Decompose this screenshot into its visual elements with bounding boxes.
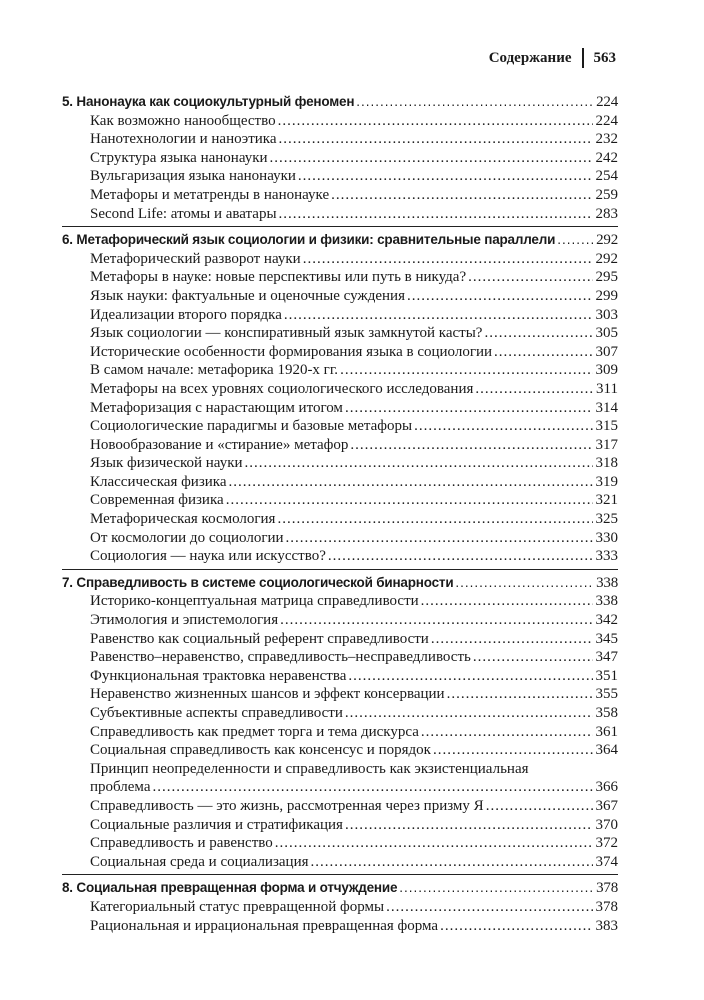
- subsection-entry-page: 378: [595, 898, 618, 915]
- subsection-entry-page: 372: [595, 835, 618, 852]
- subsection-entry-title: Как возможно нанообщество: [90, 112, 276, 129]
- dot-leader: [414, 417, 592, 436]
- toc-section: [62, 93, 618, 227]
- subsection-entry: [62, 816, 618, 835]
- header-separator: [582, 48, 584, 68]
- subsection-entry-page: 370: [595, 816, 618, 833]
- subsection-entry-title: Исторические особенности формирования языка в социологии: [90, 343, 493, 360]
- dot-leader: [279, 205, 593, 224]
- dot-leader: [348, 667, 592, 686]
- dot-leader: [270, 149, 593, 168]
- subsection-entry-title: Справедливость и равенство: [90, 835, 273, 852]
- subsection-entry: [62, 510, 618, 529]
- subsection-entry-title: Справедливость как предмет торга и тема дискурса: [90, 723, 419, 740]
- subsection-entry-page: 303: [595, 306, 618, 323]
- subsection-entry: [62, 529, 618, 548]
- chapter-entry: [62, 231, 618, 250]
- subsection-entry-page: 338: [595, 593, 618, 610]
- dot-leader: [494, 343, 592, 362]
- subsection-entry-line1: Принцип неопределенности и справедливость как экзистенциальная: [90, 760, 529, 777]
- dot-leader: [245, 454, 593, 473]
- subsection-entry: [62, 306, 618, 325]
- subsection-entry: [62, 130, 618, 149]
- subsection-entry: [62, 186, 618, 205]
- dot-leader: [447, 685, 593, 704]
- toc-section: [62, 574, 618, 876]
- subsection-entry: [62, 778, 618, 797]
- subsection-entry-page: 232: [595, 131, 618, 148]
- subsection-entry-page: 224: [595, 112, 618, 129]
- running-header-title: Содержание: [488, 49, 572, 66]
- subsection-entry: [62, 380, 618, 399]
- subsection-entry-title: Новообразование и «стирание» метафор: [90, 436, 349, 453]
- subsection-entry: [62, 205, 618, 224]
- subsection-entry-title: Язык науки: фактуальные и оценочные суждения: [90, 287, 405, 304]
- subsection-entry-page: 342: [595, 612, 618, 629]
- subsection-entry-title: Метафорическая космология: [90, 511, 276, 528]
- dot-leader: [278, 112, 593, 131]
- dot-leader: [152, 778, 592, 797]
- table-of-contents: [62, 93, 618, 942]
- subsection-entry-page: 364: [595, 742, 618, 759]
- subsection-entry-title: Метафоры на всех уровнях социологического исследования: [90, 380, 474, 397]
- subsection-entry: [62, 361, 618, 380]
- subsection-entry-page: 383: [595, 917, 618, 934]
- dot-leader: [328, 547, 593, 566]
- subsection-entry-title: Историко-концептуальная матрица справедливости: [90, 593, 419, 610]
- subsection-entry-page: 295: [595, 269, 618, 286]
- subsection-entry-page: 254: [595, 168, 618, 185]
- subsection-entry-title: Социальная среда и социализация: [90, 853, 309, 870]
- dot-leader: [486, 797, 593, 816]
- dot-leader: [277, 510, 592, 529]
- subsection-entry-title: Метафорический разворот науки: [90, 250, 301, 267]
- chapter-entry-page: 338: [596, 574, 618, 591]
- dot-leader: [433, 741, 593, 760]
- dot-leader: [475, 380, 593, 399]
- subsection-entry-title: Категориальный статус превращенной формы: [90, 898, 385, 915]
- subsection-entry: [62, 741, 618, 760]
- subsection-entry-title: Равенство как социальный референт справедливости: [90, 630, 429, 647]
- subsection-entry-title: Субъективные аспекты справедливости: [90, 705, 343, 721]
- dot-leader: [280, 611, 592, 630]
- subsection-entry: [62, 112, 618, 131]
- subsection-entry-page: 330: [595, 529, 618, 546]
- subsection-entry-page: 307: [595, 343, 618, 360]
- dot-leader: [345, 704, 593, 723]
- subsection-entry-page: 309: [595, 362, 618, 379]
- subsection-entry: [62, 648, 618, 667]
- subsection-entry: [62, 704, 618, 723]
- chapter-entry-page: 224: [596, 94, 618, 110]
- subsection-entry-title: Язык физической науки: [90, 455, 243, 472]
- subsection-entry-title: Рациональная и иррациональная превращенная форма: [90, 917, 439, 934]
- dot-leader: [440, 917, 592, 936]
- chapter-entry-title: 8. Социальная превращенная форма и отчуждение: [62, 880, 398, 896]
- subsection-entry: [62, 473, 618, 492]
- subsection-entry: [62, 324, 618, 343]
- subsection-entry-title: Справедливость — это жизнь, рассмотренная через призму Я: [90, 797, 484, 814]
- subsection-entry: [62, 454, 618, 473]
- subsection-entry: [62, 630, 618, 649]
- dot-leader: [350, 436, 592, 455]
- subsection-entry: [62, 149, 618, 168]
- dot-leader: [557, 231, 593, 250]
- dot-leader: [311, 853, 593, 872]
- subsection-entry-page: 259: [595, 186, 618, 203]
- subsection-entry-page: 299: [595, 287, 618, 304]
- subsection-entry: [62, 287, 618, 306]
- subsection-entry: [62, 853, 618, 872]
- dot-leader: [484, 324, 592, 343]
- subsection-entry-page: 315: [595, 418, 618, 435]
- subsection-entry-page: 318: [595, 455, 618, 472]
- page-number: 563: [593, 49, 616, 66]
- dot-leader: [356, 93, 593, 112]
- subsection-entry-page: 317: [595, 436, 618, 453]
- subsection-entry-page: 242: [595, 149, 618, 166]
- subsection-entry: [62, 667, 618, 686]
- subsection-entry: [62, 592, 618, 611]
- dot-leader: [226, 491, 593, 510]
- subsection-entry-page: 305: [595, 325, 618, 342]
- subsection-entry: [62, 268, 618, 287]
- subsection-entry-page: 321: [595, 492, 618, 509]
- subsection-entry-title: Социологические парадигмы и базовые метафоры: [90, 418, 413, 435]
- subsection-entry: [62, 917, 618, 936]
- chapter-entry-title: 6. Метафорический язык социологии и физики: сравнительные параллели: [62, 232, 556, 248]
- subsection-entry: [62, 491, 618, 510]
- subsection-entry-page: 292: [595, 250, 618, 267]
- chapter-entry-title: 5. Нанонаука как социокультурный феномен: [62, 94, 355, 109]
- subsection-entry-title: Метафоризация с нарастающим итогом: [90, 399, 343, 416]
- dot-leader: [345, 816, 593, 835]
- chapter-entry: [62, 93, 618, 112]
- subsection-entry-page: 319: [595, 473, 618, 490]
- subsection-entry-page: 355: [595, 686, 618, 703]
- subsection-entry: [62, 611, 618, 630]
- subsection-entry-page: 351: [595, 667, 618, 684]
- subsection-entry-page: 367: [595, 797, 618, 814]
- chapter-entry: [62, 879, 618, 898]
- subsection-entry: [62, 399, 618, 418]
- subsection-entry-title: Социальная справедливость как консенсус и порядок: [90, 742, 431, 759]
- dot-leader: [303, 250, 593, 269]
- subsection-entry-page: 311: [596, 380, 618, 397]
- dot-leader: [407, 287, 593, 306]
- dot-leader: [455, 574, 593, 593]
- subsection-entry-page: 358: [595, 705, 618, 721]
- subsection-entry: [62, 797, 618, 816]
- toc-section: [62, 879, 618, 938]
- subsection-entry-page: 283: [595, 205, 618, 222]
- subsection-entry-page: 361: [595, 723, 618, 740]
- subsection-entry-page: 333: [595, 548, 618, 565]
- dot-leader: [298, 167, 593, 186]
- chapter-entry-title: 7. Справедливость в системе социологической бинарности: [62, 574, 454, 590]
- subsection-entry: [62, 343, 618, 362]
- subsection-entry-title: проблема: [90, 779, 151, 796]
- subsection-entry-title: Вульгаризация языка нанонауки: [90, 168, 296, 185]
- subsection-entry: [62, 436, 618, 455]
- subsection-entry: [62, 834, 618, 853]
- dot-leader: [421, 723, 593, 742]
- subsection-entry-page: 325: [595, 511, 618, 528]
- dot-leader: [279, 130, 593, 149]
- subsection-entry-title: Неравенство жизненных шансов и эффект консервации: [90, 686, 445, 703]
- dot-leader: [284, 306, 593, 325]
- toc-section: [62, 231, 618, 570]
- subsection-entry-title: Структура языка нанонауки: [90, 149, 268, 166]
- running-header: [489, 48, 616, 68]
- subsection-entry: [62, 547, 618, 566]
- dot-leader: [473, 648, 593, 667]
- subsection-entry: [62, 167, 618, 186]
- subsection-entry: [62, 685, 618, 704]
- chapter-entry-page: 378: [596, 880, 618, 897]
- subsection-entry-title: Классическая физика: [90, 473, 227, 490]
- dot-leader: [340, 361, 592, 380]
- subsection-entry-page: 374: [595, 853, 618, 870]
- subsection-entry-title: От космологии до социологии: [90, 529, 284, 546]
- dot-leader: [421, 592, 593, 611]
- dot-leader: [399, 879, 593, 898]
- subsection-entry-title: Равенство–неравенство, справедливость–несправедливость: [90, 649, 471, 666]
- subsection-entry: [62, 723, 618, 742]
- dot-leader: [275, 834, 593, 853]
- subsection-entry: [62, 250, 618, 269]
- subsection-entry-title: Этимология и эпистемология: [90, 612, 279, 629]
- subsection-entry-title: Современная физика: [90, 492, 224, 509]
- subsection-entry-title: Метафоры в науке: новые перспективы или путь в никуда?: [90, 269, 467, 286]
- dot-leader: [286, 529, 593, 548]
- dot-leader: [431, 630, 593, 649]
- dot-leader: [331, 186, 592, 205]
- subsection-entry-title: Язык социологии — конспиративный язык замкнутой касты?: [90, 325, 483, 342]
- subsection-entry: [62, 898, 618, 917]
- subsection-entry-title: Нанотехнологии и наноэтика: [90, 131, 277, 148]
- subsection-entry-page: 314: [595, 399, 618, 416]
- subsection-entry-title: Социология — наука или искусство?: [90, 548, 326, 565]
- subsection-entry-title: Second Life: атомы и аватары: [90, 205, 277, 222]
- subsection-entry-title: Социальные различия и стратификация: [90, 816, 343, 833]
- subsection-entry-page: 347: [595, 649, 618, 666]
- subsection-entry-page: 366: [595, 779, 618, 796]
- dot-leader: [386, 898, 592, 917]
- subsection-entry-page: 345: [595, 630, 618, 647]
- dot-leader: [345, 399, 593, 418]
- chapter-entry-page: 292: [596, 232, 618, 249]
- subsection-entry-title: В самом начале: метафорика 1920-х гг.: [90, 362, 339, 379]
- subsection-entry: [62, 417, 618, 436]
- dot-leader: [468, 268, 592, 287]
- dot-leader: [229, 473, 593, 492]
- subsection-entry-title: Метафоры и метатренды в нанонауке: [90, 186, 330, 203]
- chapter-entry: [62, 574, 618, 593]
- subsection-entry-title: Идеализации второго порядка: [90, 306, 282, 323]
- subsection-entry-title: Функциональная трактовка неравенства: [90, 667, 347, 684]
